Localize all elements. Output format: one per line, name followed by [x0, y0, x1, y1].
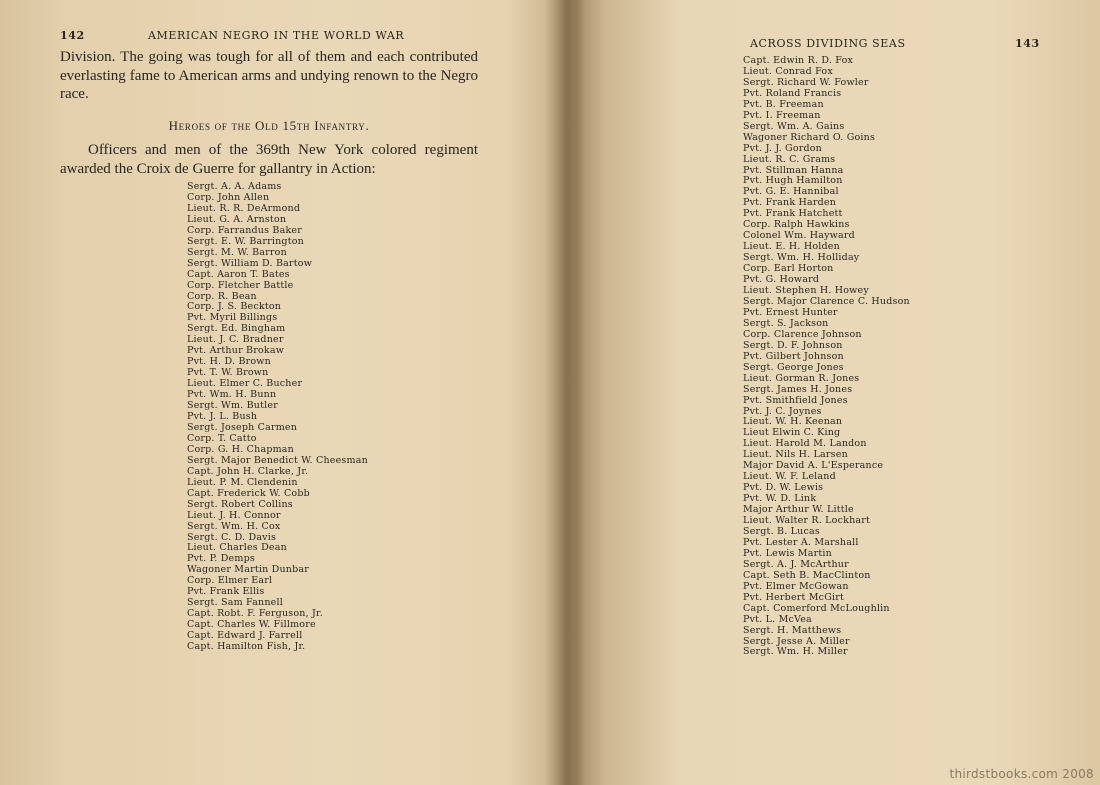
honoree-name: Corp. Earl Horton	[743, 263, 834, 275]
left-paragraph-2-block	[60, 141, 478, 178]
honoree-name: Sergt. D. F. Johnson	[743, 339, 843, 351]
honoree-name: Corp. Elmer Earl	[187, 575, 273, 587]
honoree-name: Capt. Charles W. Fillmore	[187, 619, 316, 631]
honoree-name: Sergt. B. Lucas	[743, 525, 820, 537]
honoree-name: Pvt. Frank Harden	[743, 197, 837, 209]
honoree-name: Lieut. Nils H. Larsen	[743, 449, 848, 461]
honoree-name: Pvt. Ernest Hunter	[743, 306, 838, 318]
left-running-head: AMERICAN NEGRO IN THE WORLD WAR	[148, 29, 405, 42]
honoree-name: Sergt. Joseph Carmen	[187, 421, 298, 433]
honoree-name: Lieut. W. H. Keenan	[743, 416, 843, 428]
honoree-name: Pvt. D. W. Lewis	[743, 482, 824, 494]
honoree-name: Sergt. Major Benedict W. Cheesman	[187, 454, 368, 466]
honoree-name: Lieut. R. C. Grams	[743, 153, 836, 165]
honoree-name: Sergt. C. D. Davis	[187, 531, 277, 543]
honoree-name: Pvt. I. Freeman	[743, 109, 821, 121]
honoree-name: Corp. R. Bean	[187, 290, 257, 302]
honoree-name: Major David A. L'Esperance	[743, 460, 884, 472]
honoree-name: Lieut. Conrad Fox	[743, 65, 833, 77]
honoree-name: Sergt. James H. Jones	[743, 383, 853, 395]
honoree-name: Sergt. A. J. McArthur	[743, 558, 849, 570]
right-page-number: 143	[1015, 37, 1040, 50]
honoree-name: Capt. Edwin R. D. Fox	[743, 55, 854, 66]
honoree-name: Sergt. A. A. Adams	[187, 181, 282, 192]
honoree-name: Pvt. Elmer McGowan	[743, 580, 849, 592]
honoree-name: Pvt. W. D. Link	[743, 493, 817, 505]
watermark: thirdstbooks.com 2008	[949, 767, 1094, 781]
honoree-name: Pvt. Arthur Brokaw	[187, 345, 285, 357]
honoree-name: Capt. Hamilton Fish, Jr.	[187, 641, 306, 653]
honoree-name: Pvt. P. Demps	[187, 553, 255, 565]
right-running-head: ACROSS DIVIDING SEAS	[750, 37, 906, 50]
honoree-name: Pvt. J. C. Joynes	[743, 405, 822, 417]
honoree-name: Lieut. Stephen H. Howey	[743, 285, 869, 297]
honoree-name: Sergt. E. W. Barrington	[187, 235, 304, 247]
honoree-name: Capt. Comerford McLoughlin	[743, 602, 890, 614]
left-paragraph-2: Officers and men of the 369th New York colored regiment awarded the Croix de Guerre for gallantry in Action:	[60, 142, 478, 177]
honoree-name: Lieut. Walter R. Lockhart	[743, 515, 871, 527]
honoree-name: Pvt. G. E. Hannibal	[743, 186, 839, 198]
honoree-name: Sergt. Richard W. Fowler	[743, 76, 869, 88]
honoree-name: Capt. Seth B. MacClinton	[743, 569, 871, 581]
honoree-name: Pvt. Smithfield Jones	[743, 394, 848, 406]
honoree-name: Sergt. Major Clarence C. Hudson	[743, 295, 910, 307]
honoree-name: Pvt. Roland Francis	[743, 87, 842, 99]
honoree-name: Sergt. George Jones	[743, 361, 844, 373]
honoree-name: Corp. John Allen	[187, 191, 270, 203]
honoree-name: Pvt. L. McVea	[743, 613, 812, 625]
honoree-name: Sergt. H. Matthews	[743, 624, 842, 636]
left-paragraph-1-block	[60, 48, 478, 104]
honoree-name: Pvt. B. Freeman	[743, 98, 824, 110]
honoree-name: Pvt. J. J. Gordon	[743, 142, 823, 154]
honoree-name: Lieut. J. C. Bradner	[187, 334, 284, 346]
honoree-name: Lieut. J. H. Connor	[187, 509, 281, 521]
honoree-name: Major Arthur W. Little	[743, 504, 854, 516]
right-honoree-list	[743, 56, 910, 658]
honoree-name: Lieut. E. H. Holden	[743, 241, 840, 253]
honoree-name: Sergt. M. W. Barron	[187, 246, 287, 258]
honoree-name: Corp. Ralph Hawkins	[743, 219, 850, 231]
honoree-name: Wagoner Martin Dunbar	[187, 564, 309, 576]
left-page	[0, 0, 548, 785]
honoree-name: Corp. Clarence Johnson	[743, 328, 862, 340]
section-heading: Heroes of the Old 15th Infantry.	[168, 118, 370, 133]
honoree-name: Capt. John H. Clarke, Jr.	[187, 465, 309, 477]
honoree-name: Capt. Aaron T. Bates	[187, 268, 290, 280]
left-honoree-list	[187, 182, 368, 653]
honoree-name: Wagoner Richard O. Goins	[743, 131, 876, 143]
honoree-name: Pvt. Gilbert Johnson	[743, 350, 844, 362]
honoree-name: Lieut. G. A. Arnston	[187, 213, 287, 225]
book-gutter	[545, 0, 585, 785]
honoree-name: Pvt. H. D. Brown	[187, 356, 271, 368]
honoree-name: Pvt. Frank Ellis	[187, 586, 265, 598]
honoree-name: Pvt. T. W. Brown	[187, 367, 269, 379]
honoree-name: Lieut. R. R. DeArmond	[187, 202, 301, 214]
honoree-name: Corp. Fletcher Battle	[187, 279, 294, 291]
honoree-name: Corp. J. S. Beckton	[187, 301, 282, 313]
honoree-name: Lieut. P. M. Clendenin	[187, 476, 298, 488]
honoree-name: Lieut. Charles Dean	[187, 542, 287, 554]
honoree-name: Pvt. Hugh Hamilton	[743, 175, 843, 187]
honoree-name: Lieut Elwin C. King	[743, 427, 841, 439]
honoree-name: Colonel Wm. Hayward	[743, 230, 855, 242]
honoree-name: Corp. Farrandus Baker	[187, 224, 302, 236]
honoree-name: Capt. Edward J. Farrell	[187, 630, 303, 642]
honoree-name: Sergt. Wm. A. Gains	[743, 120, 845, 132]
honoree-name: Pvt. Wm. H. Bunn	[187, 389, 277, 401]
honoree-name: Sergt. Wm. H. Holliday	[743, 252, 860, 264]
honoree-name: Pvt. Stillman Hanna	[743, 164, 844, 176]
honoree-name: Sergt. Wm. H. Miller	[743, 646, 848, 658]
honoree-name: Lieut. Gorman R. Jones	[743, 372, 860, 384]
right-page	[580, 0, 1100, 785]
honoree-name: Sergt. Wm. Butler	[187, 400, 278, 412]
honoree-name: Sergt. S. Jackson	[743, 317, 829, 329]
honoree-name: Pvt. Lester A. Marshall	[743, 536, 859, 548]
honoree-name: Corp. G. H. Chapman	[187, 443, 294, 455]
honoree-name: Pvt. J. L. Bush	[187, 411, 258, 423]
left-page-number: 142	[60, 29, 85, 42]
honoree-name: Pvt. Frank Hatchett	[743, 208, 843, 220]
honoree-name: Sergt. Robert Collins	[187, 498, 293, 510]
honoree-name: Sergt. William D. Bartow	[187, 257, 313, 269]
left-paragraph-1: Division. The going was tough for all of them and each contributed everlasting fame to American arms and undying renown to the Negro race.	[60, 49, 478, 102]
honoree-name: Lieut. Elmer C. Bucher	[187, 378, 303, 390]
honoree-name: Capt. Robt. F. Ferguson, Jr.	[187, 608, 323, 620]
honoree-name: Capt. Frederick W. Cobb	[187, 487, 310, 499]
honoree-name: Lieut. W. F. Leland	[743, 471, 836, 483]
honoree-name: Lieut. Harold M. Landon	[743, 438, 867, 450]
honoree-name: Sergt. Ed. Bingham	[187, 323, 286, 335]
honoree-name: Sergt. Wm. H. Cox	[187, 520, 281, 532]
honoree-name: Corp. T. Catto	[187, 432, 257, 444]
honoree-name: Pvt. G. Howard	[743, 274, 820, 286]
honoree-name: Pvt. Herbert McGirt	[743, 591, 844, 603]
honoree-name: Sergt. Sam Fannell	[187, 597, 283, 609]
honoree-name: Sergt. Jesse A. Miller	[743, 635, 850, 647]
honoree-name: Pvt. Myril Billings	[187, 312, 278, 324]
honoree-name: Pvt. Lewis Martin	[743, 547, 832, 559]
